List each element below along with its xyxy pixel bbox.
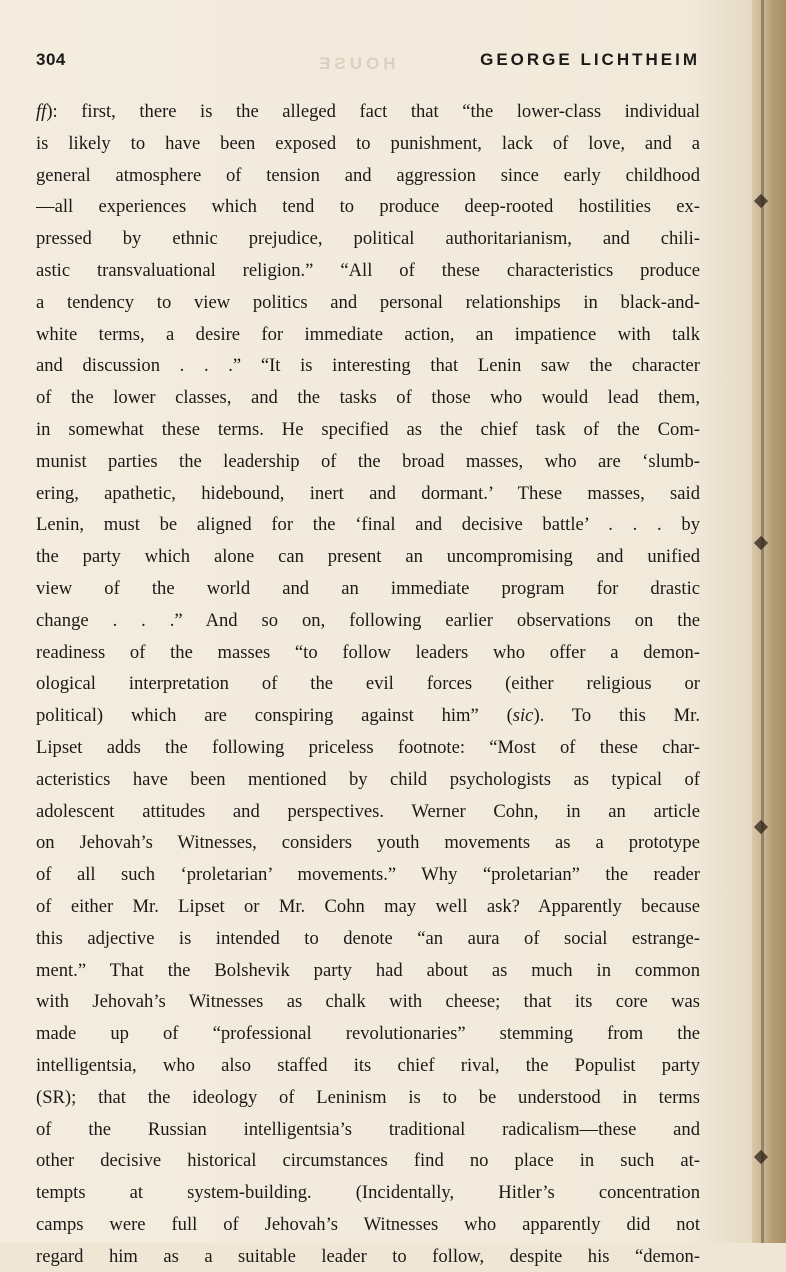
- text-line: white terms, a desire for immediate action, an impatience with talk: [36, 323, 700, 345]
- text-line: the party which alone can present an uncompromising and unified: [36, 546, 700, 568]
- text-line: tempts at system-building. (Incidentally, Hitler’s concentration: [36, 1182, 700, 1204]
- text-line: this adjective is intended to denote “an aura of social estrange-: [36, 927, 700, 949]
- text-line: adolescent attitudes and perspectives. Werner Cohn, in an article: [36, 800, 700, 822]
- text-line: ment.” That the Bolshevik party had about as much in common: [36, 959, 700, 981]
- page-header: [36, 48, 700, 78]
- text-line: of the Russian intelligentsia’s traditional radicalism—these and: [36, 1118, 700, 1140]
- text-line: intelligentsia, who also staffed its chief rival, the Populist party: [36, 1054, 700, 1076]
- body-text: [36, 96, 700, 1272]
- spine-shadow-line: [761, 0, 764, 1243]
- page-number: 304: [36, 50, 66, 69]
- text-line: pressed by ethnic prejudice, political authoritarianism, and chili-: [36, 228, 700, 250]
- running-head: GEORGE LICHTHEIM: [480, 50, 700, 69]
- text-line: a tendency to view politics and personal relationships in black-and-: [36, 291, 700, 313]
- text-line: camps were full of Jehovah’s Witnesses who apparently did not: [36, 1213, 700, 1235]
- text-line: general atmosphere of tension and aggression since early childhood: [36, 164, 700, 186]
- text-line: ological interpretation of the evil forces (either religious or: [36, 673, 700, 695]
- text-line: with Jehovah’s Witnesses as chalk with cheese; that its core was: [36, 991, 700, 1013]
- text-line: made up of “professional revolutionaries” stemming from the: [36, 1023, 700, 1045]
- text-line: in somewhat these terms. He specified as the chief task of the Com-: [36, 418, 700, 440]
- bleed-through-text: HOUSE: [315, 54, 396, 73]
- text-line: other decisive historical circumstances find no place in such at-: [36, 1150, 700, 1172]
- text-line: ff): first, there is the alleged fact that “the lower-class individual: [36, 101, 700, 122]
- text-line: —all experiences which tend to produce deep-rooted hostilities ex-: [36, 196, 700, 218]
- text-line: readiness of the masses “to follow leaders who offer a demon-: [36, 641, 700, 663]
- text-line: of the lower classes, and the tasks of those who would lead them,: [36, 387, 700, 409]
- text-line: acteristics have been mentioned by child psychologists as typical of: [36, 768, 700, 790]
- book-spine-edge: [752, 0, 786, 1243]
- text-line: on Jehovah’s Witnesses, considers youth movements as a prototype: [36, 832, 700, 854]
- text-line: (SR); that the ideology of Leninism is to be understood in terms: [36, 1086, 700, 1108]
- text-line: astic transvaluational religion.” “All of these characteristics produce: [36, 259, 700, 281]
- text-line: regard him as a suitable leader to follow, despite his “demon-: [36, 1245, 700, 1267]
- text-line: ering, apathetic, hidebound, inert and dormant.’ These masses, said: [36, 482, 700, 504]
- text-line: Lipset adds the following priceless footnote: “Most of these char-: [36, 736, 700, 758]
- text-line: munist parties the leadership of the broad masses, who are ‘slumb-: [36, 450, 700, 472]
- text-line: political) which are conspiring against him” (sic). To this Mr.: [36, 705, 700, 727]
- text-line: change . . .” And so on, following earlier observations on the: [36, 609, 700, 631]
- text-line: and discussion . . .” “It is interesting that Lenin saw the character: [36, 355, 700, 377]
- text-line: Lenin, must be aligned for the ‘final and decisive battle’ . . . by: [36, 514, 700, 536]
- text-line: of either Mr. Lipset or Mr. Cohn may well ask? Apparently because: [36, 895, 700, 917]
- text-line: is likely to have been exposed to punishment, lack of love, and a: [36, 132, 700, 154]
- text-line: of all such ‘proletarian’ movements.” Why “proletarian” the reader: [36, 864, 700, 886]
- text-line: view of the world and an immediate program for drastic: [36, 577, 700, 599]
